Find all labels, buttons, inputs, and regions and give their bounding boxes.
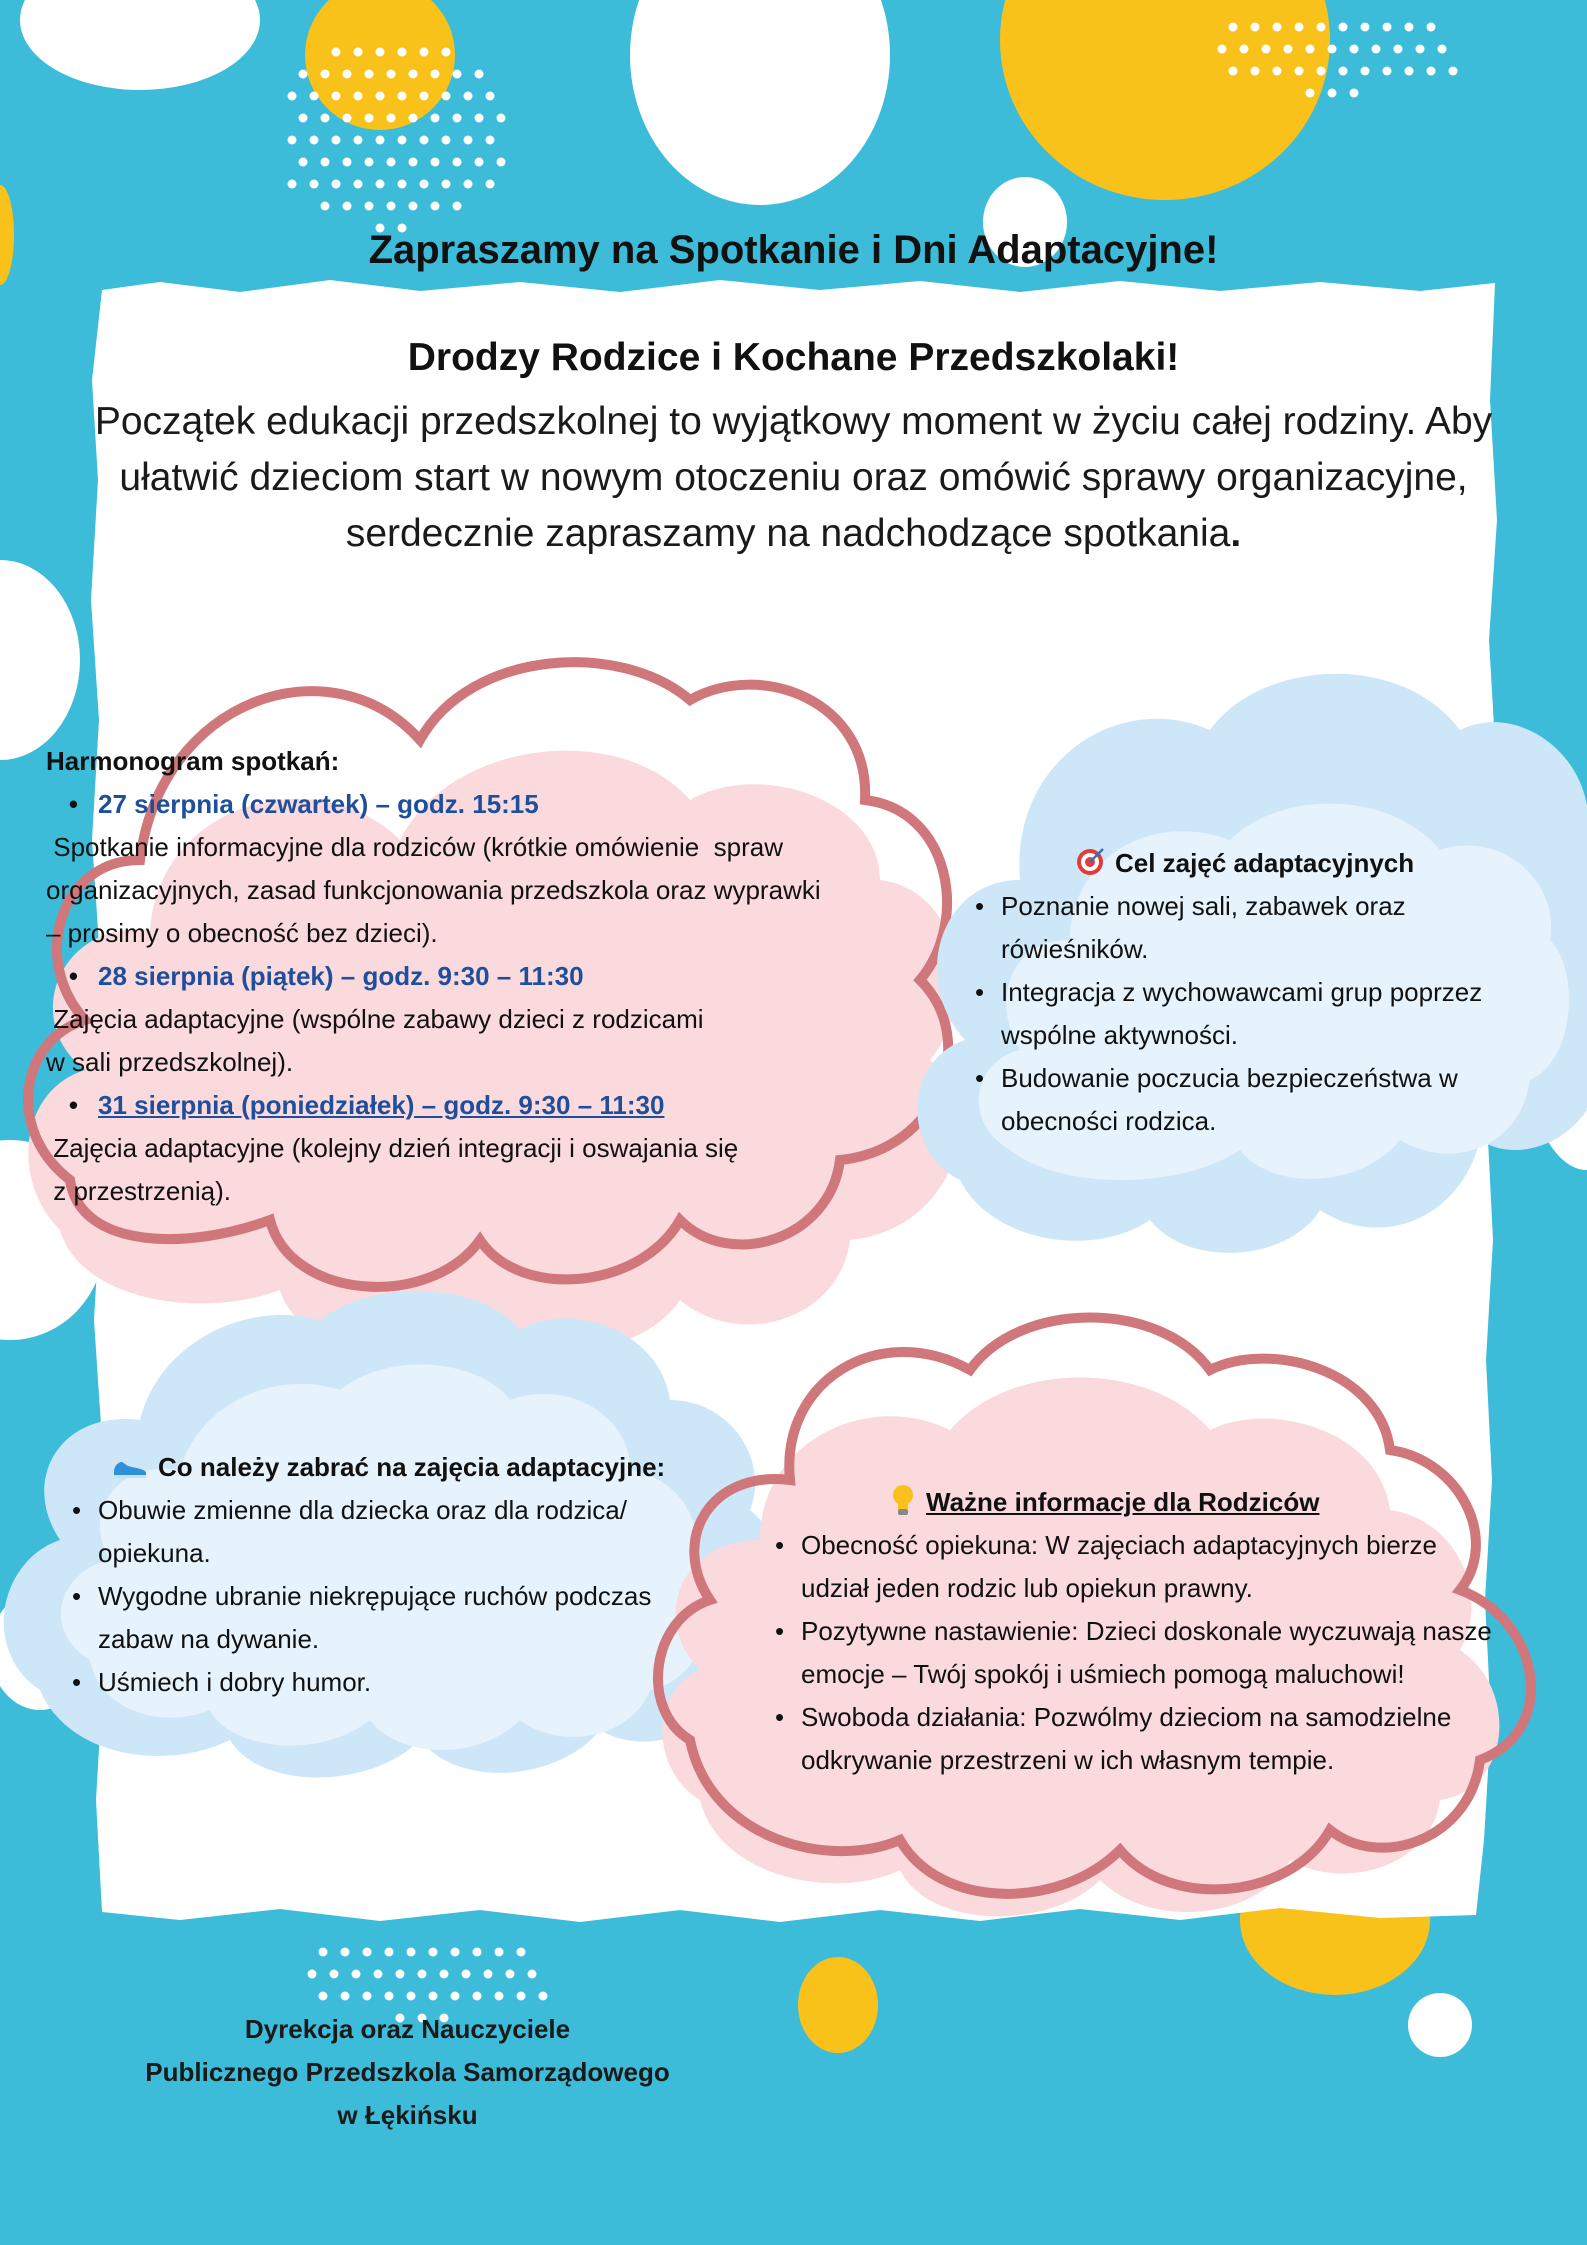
decor-dot xyxy=(1339,67,1348,76)
decor-dot xyxy=(1251,67,1260,76)
decor-dot xyxy=(288,92,297,101)
decor-dot xyxy=(495,1992,504,2001)
decor-dot xyxy=(431,202,440,211)
decor-dot xyxy=(376,136,385,145)
decor-dot xyxy=(475,70,484,79)
list-item: • Obuwie zmienne dla dziecka oraz dla rodzica/ opiekuna. xyxy=(72,1489,712,1575)
decor-dot xyxy=(1262,45,1271,54)
decor-dot xyxy=(420,136,429,145)
decor-dot xyxy=(1328,89,1337,98)
target-icon xyxy=(1075,847,1105,877)
intro-end: . xyxy=(1230,512,1242,555)
decor-dot xyxy=(343,202,352,211)
decor-dot xyxy=(1218,45,1227,54)
intro-paragraph xyxy=(55,394,1532,562)
decor-dot xyxy=(319,1948,328,1957)
decor-dot xyxy=(418,1970,427,1979)
decor-dot xyxy=(310,180,319,189)
decor-dot xyxy=(365,202,374,211)
decor-dot xyxy=(517,1948,526,1957)
decor-dot xyxy=(341,1992,350,2001)
decor-dot xyxy=(475,158,484,167)
decor-dot xyxy=(497,158,506,167)
schedule-desc-line: w sali przedszkolnej). xyxy=(46,1047,294,1077)
decor-dot xyxy=(407,1948,416,1957)
shoe-icon xyxy=(112,1454,148,1480)
decor-dot xyxy=(1339,23,1348,32)
decor-dot xyxy=(451,1992,460,2001)
decor-dot xyxy=(363,1948,372,1957)
decor-dot xyxy=(528,1970,537,1979)
decor-dot xyxy=(376,92,385,101)
decor-dot xyxy=(385,1992,394,2001)
decor-dot xyxy=(365,114,374,123)
decor-dot xyxy=(387,158,396,167)
decor-dot xyxy=(319,1992,328,2001)
footer-line: Publicznego Przedszkola Samorządowego xyxy=(145,2057,670,2087)
decor-dot xyxy=(1383,67,1392,76)
decor-dot xyxy=(354,136,363,145)
decor-dot xyxy=(1361,67,1370,76)
decor-dot xyxy=(409,70,418,79)
decor-dot xyxy=(1416,45,1425,54)
goals-heading xyxy=(1075,842,1414,885)
decor-dot xyxy=(539,1992,548,2001)
decor-dot xyxy=(374,1970,383,1979)
decor-dot xyxy=(442,92,451,101)
decor-dot xyxy=(420,92,429,101)
decor-dot xyxy=(1273,67,1282,76)
decor-dot xyxy=(473,1992,482,2001)
decor-circle xyxy=(630,0,890,205)
decor-dot xyxy=(398,92,407,101)
decor-dot xyxy=(420,48,429,57)
decor-dot xyxy=(299,158,308,167)
decor-dot xyxy=(451,1948,460,1957)
decor-dot xyxy=(1449,67,1458,76)
decor-dot xyxy=(332,180,341,189)
decor-dot xyxy=(453,70,462,79)
decor-dot xyxy=(1383,23,1392,32)
schedule-desc-line: – prosimy o obecność bez dzieci). xyxy=(46,918,438,948)
decor-dot xyxy=(1317,23,1326,32)
schedule-list xyxy=(46,783,896,1213)
decor-dot xyxy=(464,136,473,145)
decor-dot xyxy=(330,1970,339,1979)
decor-dot xyxy=(407,1992,416,2001)
decor-dot xyxy=(1350,89,1359,98)
decor-dot xyxy=(409,158,418,167)
decor-dot xyxy=(1306,45,1315,54)
decor-dot xyxy=(1273,23,1282,32)
decor-dot xyxy=(1372,45,1381,54)
decor-dot xyxy=(442,180,451,189)
decor-circle xyxy=(798,1957,878,2053)
decor-dot xyxy=(431,70,440,79)
decor-dot xyxy=(431,114,440,123)
decor-dot xyxy=(299,70,308,79)
decor-dot xyxy=(517,1992,526,2001)
schedule-item-date: • 27 sierpnia (czwartek) – godz. 15:15 xyxy=(46,783,896,826)
decor-dot xyxy=(1350,45,1359,54)
list-item: • Swoboda działania: Pozwólmy dzieciom na samodzielne odkrywanie przestrzeni w ich własnym tempie. xyxy=(775,1696,1495,1782)
decor-dot xyxy=(429,1992,438,2001)
decor-dot xyxy=(506,1970,515,1979)
decor-dot xyxy=(1438,45,1447,54)
decor-dot xyxy=(1394,45,1403,54)
decor-dot xyxy=(398,48,407,57)
decor-dot xyxy=(363,1992,372,2001)
decor-dot xyxy=(486,180,495,189)
decor-dot xyxy=(376,48,385,57)
decor-dot xyxy=(343,70,352,79)
schedule-desc-line: z przestrzenią). xyxy=(46,1176,231,1206)
schedule-desc-line: Spotkanie informacyjne dla rodziców (krótkie omówienie spraw xyxy=(46,832,783,862)
decor-dot xyxy=(332,136,341,145)
decor-dot xyxy=(1328,45,1337,54)
decor-dot xyxy=(1295,23,1304,32)
decor-dot xyxy=(321,158,330,167)
decor-circle xyxy=(20,0,260,90)
decor-dot xyxy=(321,114,330,123)
decor-dot xyxy=(321,202,330,211)
decor-dot xyxy=(332,48,341,57)
decor-dot xyxy=(396,1970,405,1979)
decor-dot xyxy=(464,180,473,189)
page-title: Zapraszamy na Spotkanie i Dni Adaptacyjne! xyxy=(368,228,1219,272)
decor-dot xyxy=(1317,67,1326,76)
bring-heading-text: Co należy zabrać na zajęcia adaptacyjne: xyxy=(158,1452,666,1482)
goals-list xyxy=(975,885,1535,1143)
decor-dot xyxy=(420,180,429,189)
decor-dot xyxy=(1427,23,1436,32)
footer-line: w Łękińsku xyxy=(337,2100,478,2130)
footer-signature xyxy=(100,2008,715,2137)
decor-dot xyxy=(486,136,495,145)
decor-dot xyxy=(429,1948,438,1957)
decor-dot xyxy=(473,1948,482,1957)
decor-dot xyxy=(1251,23,1260,32)
decor-dot xyxy=(495,1948,504,1957)
decor-dot xyxy=(497,114,506,123)
decor-dot xyxy=(1229,23,1238,32)
goals-heading-text: Cel zajęć adaptacyjnych xyxy=(1115,848,1415,878)
info-list xyxy=(775,1524,1495,1782)
decor-dot xyxy=(376,180,385,189)
decor-dot xyxy=(308,1970,317,1979)
decor-dot xyxy=(354,180,363,189)
schedule-desc-line: Zajęcia adaptacyjne (wspólne zabawy dzieci z rodzicami xyxy=(46,1004,704,1034)
list-item: • Budowanie poczucia bezpieczeństwa w obecności rodzica. xyxy=(975,1057,1535,1143)
decor-dot xyxy=(453,202,462,211)
decor-circle xyxy=(305,0,455,130)
decor-dot xyxy=(462,1970,471,1979)
decor-dot xyxy=(1361,23,1370,32)
lightbulb-icon xyxy=(890,1483,916,1517)
decor-dot xyxy=(387,114,396,123)
decor-dot xyxy=(343,158,352,167)
schedule-date-text: 27 sierpnia (czwartek) – godz. 15:15 xyxy=(98,789,539,819)
footer-line: Dyrekcja oraz Nauczyciele xyxy=(244,2014,571,2044)
decor-circle xyxy=(1000,0,1330,200)
decor-dot xyxy=(365,158,374,167)
decor-dot xyxy=(475,114,484,123)
schedule-desc-line: Zajęcia adaptacyjne (kolejny dzień integracji i oswajania się xyxy=(46,1133,739,1163)
decor-circle xyxy=(1408,1993,1472,2057)
list-item: • Wygodne ubranie niekrępujące ruchów podczas zabaw na dywanie. xyxy=(72,1575,712,1661)
list-item: • Uśmiech i dobry humor. xyxy=(72,1661,712,1704)
decor-circle xyxy=(0,560,80,760)
decor-dot xyxy=(354,48,363,57)
decor-dot xyxy=(398,136,407,145)
decor-dot xyxy=(1229,67,1238,76)
decor-dot xyxy=(442,48,451,57)
decor-dot xyxy=(1306,89,1315,98)
info-heading-text: Ważne informacje dla Rodziców xyxy=(926,1487,1320,1517)
decor-dot xyxy=(387,70,396,79)
decor-dot xyxy=(453,114,462,123)
decor-dot xyxy=(398,180,407,189)
decor-dot xyxy=(484,1970,493,1979)
bring-list xyxy=(72,1489,712,1704)
decor-dot xyxy=(409,114,418,123)
decor-dot xyxy=(288,180,297,189)
decor-dot xyxy=(310,92,319,101)
decor-dot xyxy=(1240,45,1249,54)
decor-dot xyxy=(387,202,396,211)
decor-dot xyxy=(1427,67,1436,76)
decor-dot xyxy=(442,136,451,145)
schedule-date-text: 31 sierpnia (poniedziałek) – godz. 9:30 – 11:30 xyxy=(98,1090,665,1120)
decor-dot xyxy=(453,158,462,167)
decor-dot xyxy=(354,92,363,101)
decor-dot xyxy=(299,114,308,123)
decor-dot xyxy=(310,136,319,145)
greeting-heading: Drodzy Rodzice i Kochane Przedszkolaki! xyxy=(407,336,1180,379)
decor-dot xyxy=(409,202,418,211)
decor-dot xyxy=(352,1970,361,1979)
decor-dot xyxy=(464,92,473,101)
schedule-desc-line: organizacyjnych, zasad funkcjonowania przedszkola oraz wyprawki xyxy=(46,875,821,905)
decor-dot xyxy=(1284,45,1293,54)
intro-text: Początek edukacji przedszkolnej to wyjątkowy moment w życiu całej rodziny. Aby ułatwić dzieciom start w nowym otoczeniu oraz omówić sprawy organizacyjne, serdecznie zapraszamy na nadchodzące spotkania xyxy=(94,400,1493,555)
info-heading xyxy=(890,1481,1319,1524)
decor-dot xyxy=(440,1970,449,1979)
decor-dot xyxy=(332,92,341,101)
decor-dot xyxy=(1405,67,1414,76)
list-item: • Obecność opiekuna: W zajęciach adaptacyjnych bierze udział jeden rodzic lub opiekun prawny. xyxy=(775,1524,1495,1610)
decor-dot xyxy=(288,136,297,145)
schedule-item-date: • 31 sierpnia (poniedziałek) – godz. 9:30 – 11:30 xyxy=(46,1084,896,1127)
decor-dot xyxy=(385,1948,394,1957)
decor-dot xyxy=(1405,23,1414,32)
list-item: • Pozytywne nastawienie: Dzieci doskonale wyczuwają nasze emocje – Twój spokój i uśmiech pomogą maluchowi! xyxy=(775,1610,1495,1696)
schedule-date-text: 28 sierpnia (piątek) – godz. 9:30 – 11:30 xyxy=(98,961,584,991)
decor-dot xyxy=(365,70,374,79)
schedule-heading: Harmonogram spotkań: xyxy=(46,746,340,776)
decor-dot xyxy=(431,158,440,167)
list-item: • Integracja z wychowawcami grup poprzez wspólne aktywności. xyxy=(975,971,1535,1057)
bring-heading xyxy=(112,1446,665,1489)
list-item: • Poznanie nowej sali, zabawek oraz rówieśników. xyxy=(975,885,1535,971)
decor-dot xyxy=(486,92,495,101)
decor-dot xyxy=(343,114,352,123)
decor-dot xyxy=(1295,67,1304,76)
decor-dot xyxy=(321,70,330,79)
schedule-item-date: • 28 sierpnia (piątek) – godz. 9:30 – 11:30 xyxy=(46,955,896,998)
decor-dot xyxy=(341,1948,350,1957)
